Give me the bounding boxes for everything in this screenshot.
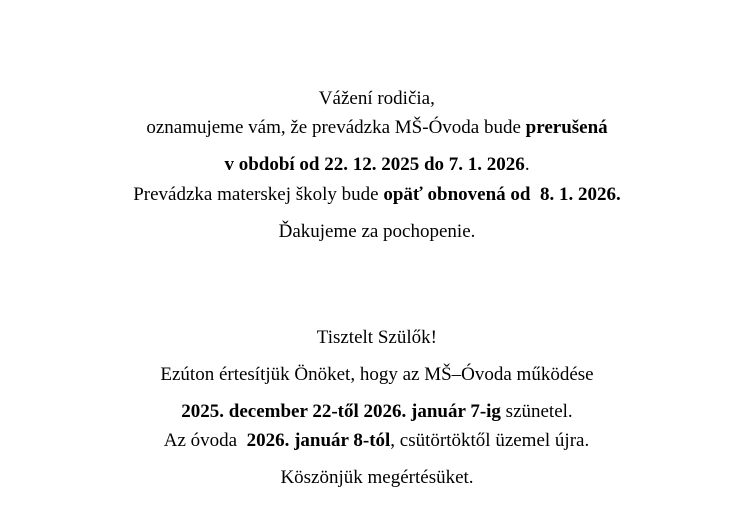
hungarian-closure-period: 2025. december 22-től 2026. január 7-ig szünetel. <box>181 401 573 422</box>
hungarian-thanks: Köszönjük megértésüket. <box>280 467 474 488</box>
hungarian-reopening-line: Az óvoda 2026. január 8-tól, csütörtöktől üzemel újra. <box>163 430 590 451</box>
slovak-closure-period: v období od 22. 12. 2025 do 7. 1. 2026. <box>224 154 530 175</box>
slovak-greeting: Vážení rodičia, <box>318 88 435 109</box>
slovak-reopening-line: Prevádzka materskej školy bude opäť obnovená od 8. 1. 2026. <box>133 184 621 205</box>
slovak-thanks: Ďakujeme za pochopenie. <box>278 221 476 242</box>
hungarian-greeting: Tisztelt Szülők! <box>316 327 437 348</box>
slovak-announcement-line: oznamujeme vám, že prevádzka MŠ-Óvoda bude prerušená <box>146 117 608 138</box>
hungarian-announcement-line: Ezúton értesítjük Önöket, hogy az MŠ–Óvoda működése <box>160 364 594 385</box>
